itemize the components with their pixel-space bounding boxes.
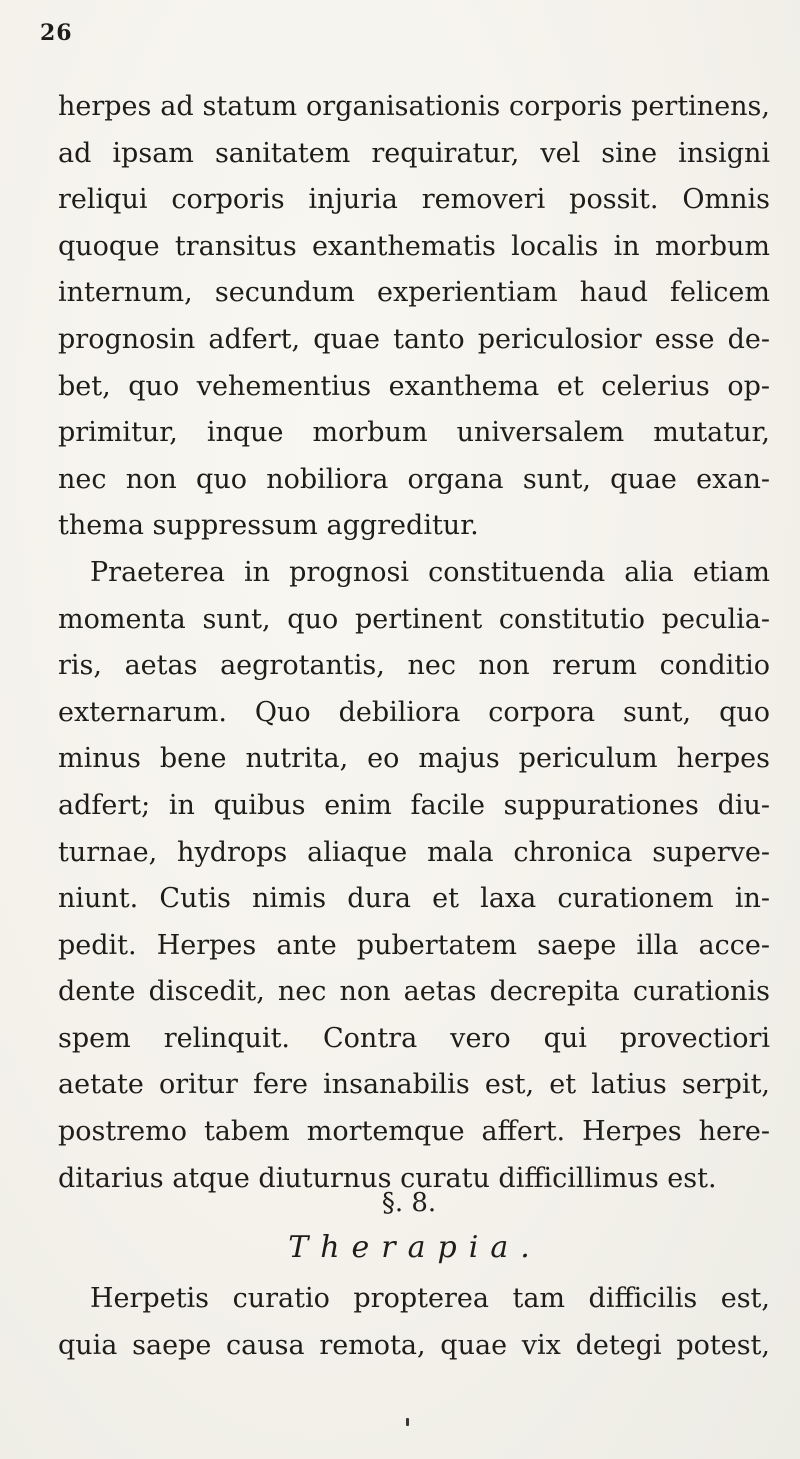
section-title: Therapia. (288, 1230, 542, 1265)
text-line: reliqui corporis injuria removeri possit. Omnis (58, 184, 770, 216)
therapy-text (58, 1276, 770, 1369)
text-line: dente discedit, nec non aetas decrepita curationis (58, 976, 770, 1008)
text-line: ad ipsam sanitatem requiratur, vel sine insigni (58, 137, 770, 169)
text-line: quoque transitus exanthematis localis in morbum (58, 230, 770, 262)
text-line: adfert; in quibus enim facile suppurationes diu- (58, 789, 770, 821)
text-line: primitur, inque morbum universalem mutatur, (58, 417, 770, 449)
text-line: Praeterea in prognosi constituenda alia etiam (90, 556, 770, 588)
text-line: niunt. Cutis nimis dura et laxa curationem in- (58, 883, 770, 915)
text-line: turnae, hydrops aliaque mala chronica superve- (58, 836, 770, 868)
text-line: momenta sunt, quo pertinent constitutio peculia- (58, 603, 770, 635)
text-line: thema suppressum aggreditur. (58, 510, 479, 542)
text-line: Herpetis curatio propterea tam difficilis est, (90, 1283, 770, 1314)
text-line: herpes ad statum organisationis corporis pertinens, (58, 91, 770, 122)
main-text (58, 84, 770, 1202)
text-line: postremo tabem mortemque affert. Herpes here- (58, 1116, 770, 1148)
text-line: externarum. Quo debiliora corpora sunt, quo (58, 696, 770, 728)
page-number: 26 (40, 20, 73, 46)
text-line: prognosin adfert, quae tanto periculosior esse de- (58, 323, 770, 355)
text-line: bet, quo vehementius exanthema et celerius op- (58, 370, 770, 402)
text-line: quia saepe causa remota, quae vix detegi potest, (58, 1329, 770, 1361)
text-line: ris, aetas aegrotantis, nec non rerum conditio (58, 650, 770, 682)
text-line: ditarius atque diuturnus curatu difficillimus est. (58, 1162, 717, 1194)
text-line: internum, secundum experientiam haud felicem (58, 277, 770, 309)
section-number: §. 8. (381, 1188, 437, 1218)
text-line: minus bene nutrita, eo majus periculum herpes (58, 743, 770, 775)
text-line: nec non quo nobiliora organa sunt, quae exan- (58, 463, 770, 495)
text-line: aetate oritur fere insanabilis est, et latius serpit, (58, 1069, 770, 1101)
ink-speck (406, 1418, 409, 1426)
text-line: spem relinquit. Contra vero qui provectiori (58, 1022, 770, 1054)
text-line: pedit. Herpes ante pubertatem saepe illa acce- (58, 929, 770, 961)
